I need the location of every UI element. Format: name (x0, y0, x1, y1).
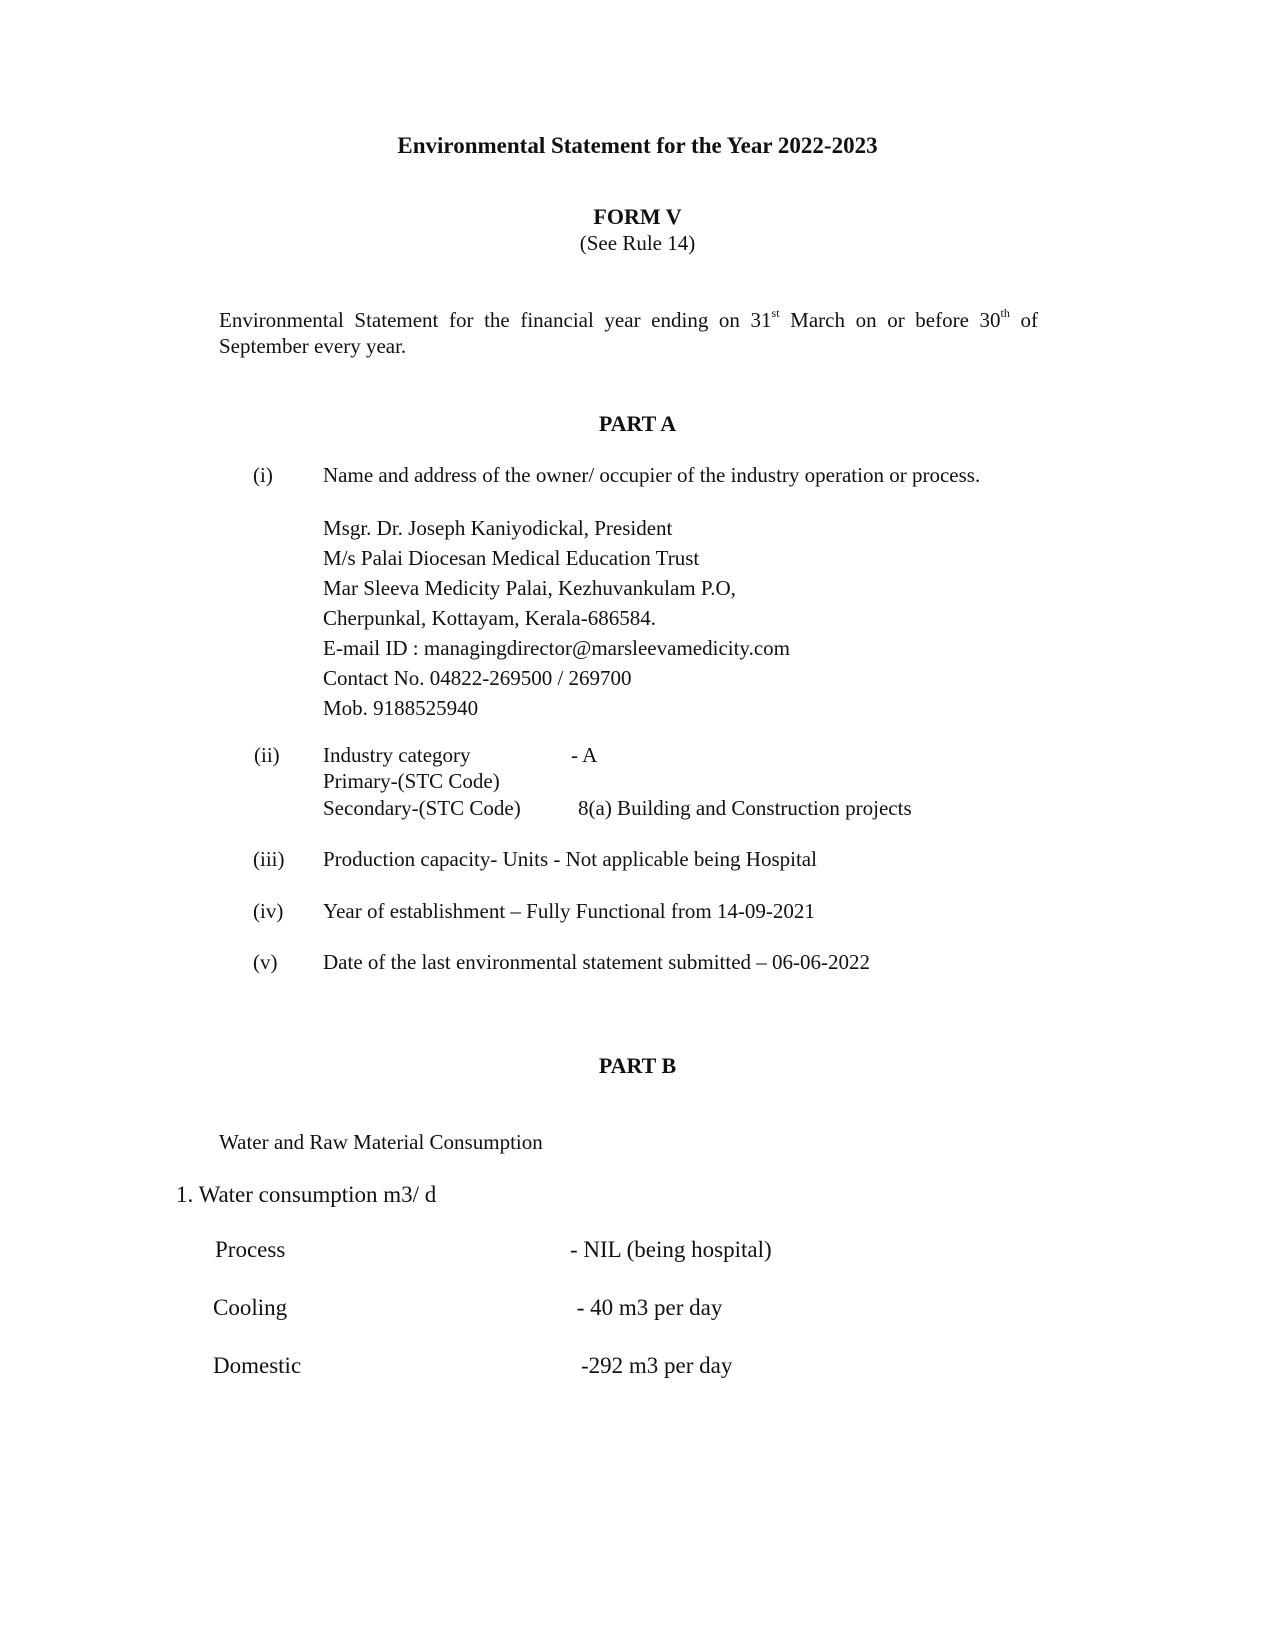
document-title: Environmental Statement for the Year 2022-2023 (397, 133, 878, 158)
address-line: Msgr. Dr. Joseph Kaniyodickal, President (323, 516, 673, 540)
address-line: Mar Sleeva Medicity Palai, Kezhuvankulam P.O, (323, 576, 736, 600)
item-v-number: (v) (253, 950, 278, 974)
intro-text-3: of (1009, 308, 1038, 332)
address-line: Mob. 9188525940 (323, 696, 479, 720)
cooling-value: - 40 m3 per day (571, 1295, 723, 1320)
part-a-heading: PART A (598, 411, 677, 436)
item-i-text: Name and address of the owner/ occupier of the industry operation or process. (323, 463, 981, 487)
intro-line-2: September every year. (219, 334, 407, 358)
process-value: - NIL (being hospital) (570, 1237, 772, 1262)
primary-stc-label: Primary-(STC Code) (323, 769, 500, 793)
item-iii-number: (iii) (253, 847, 285, 871)
industry-category-value: - A (571, 743, 598, 767)
water-consumption-heading: 1. Water consumption m3/ d (176, 1182, 437, 1207)
cooling-label: Cooling (213, 1295, 288, 1320)
part-b-subheading: Water and Raw Material Consumption (219, 1130, 543, 1154)
item-iii-text: Production capacity- Units - Not applicable being Hospital (323, 847, 817, 871)
process-label: Process (215, 1237, 286, 1262)
intro-sup-2: th (1000, 306, 1010, 320)
form-rule: (See Rule 14) (579, 231, 696, 255)
item-v-text: Date of the last environmental statement submitted – 06-06-2022 (323, 950, 871, 974)
part-b-heading: PART B (598, 1053, 677, 1078)
owner-address-block (323, 513, 790, 723)
intro-line-1 (219, 308, 1038, 333)
industry-category-label: Industry category (323, 743, 471, 767)
intro-text-1: Environmental Statement for the financial year ending on 31 (219, 308, 772, 332)
address-line: M/s Palai Diocesan Medical Education Trust (323, 546, 700, 570)
domestic-label: Domestic (213, 1353, 302, 1378)
item-i-number: (i) (253, 463, 273, 487)
item-iv-text: Year of establishment – Fully Functional from 14-09-2021 (323, 899, 815, 923)
domestic-value: -292 m3 per day (581, 1353, 733, 1378)
address-line: Cherpunkal, Kottayam, Kerala-686584. (323, 606, 656, 630)
intro-text-2: March on or before 30 (779, 308, 1001, 332)
item-ii-number: (ii) (254, 743, 280, 767)
secondary-stc-label: Secondary-(STC Code) (323, 796, 521, 820)
address-line: E-mail ID : managingdirector@marsleevamedicity.com (323, 636, 790, 660)
intro-sup-1: st (771, 306, 780, 320)
form-heading: FORM V (593, 204, 682, 229)
address-line: Contact No. 04822-269500 / 269700 (323, 666, 632, 690)
secondary-stc-value: 8(a) Building and Construction projects (578, 796, 912, 820)
item-iv-number: (iv) (253, 899, 284, 923)
